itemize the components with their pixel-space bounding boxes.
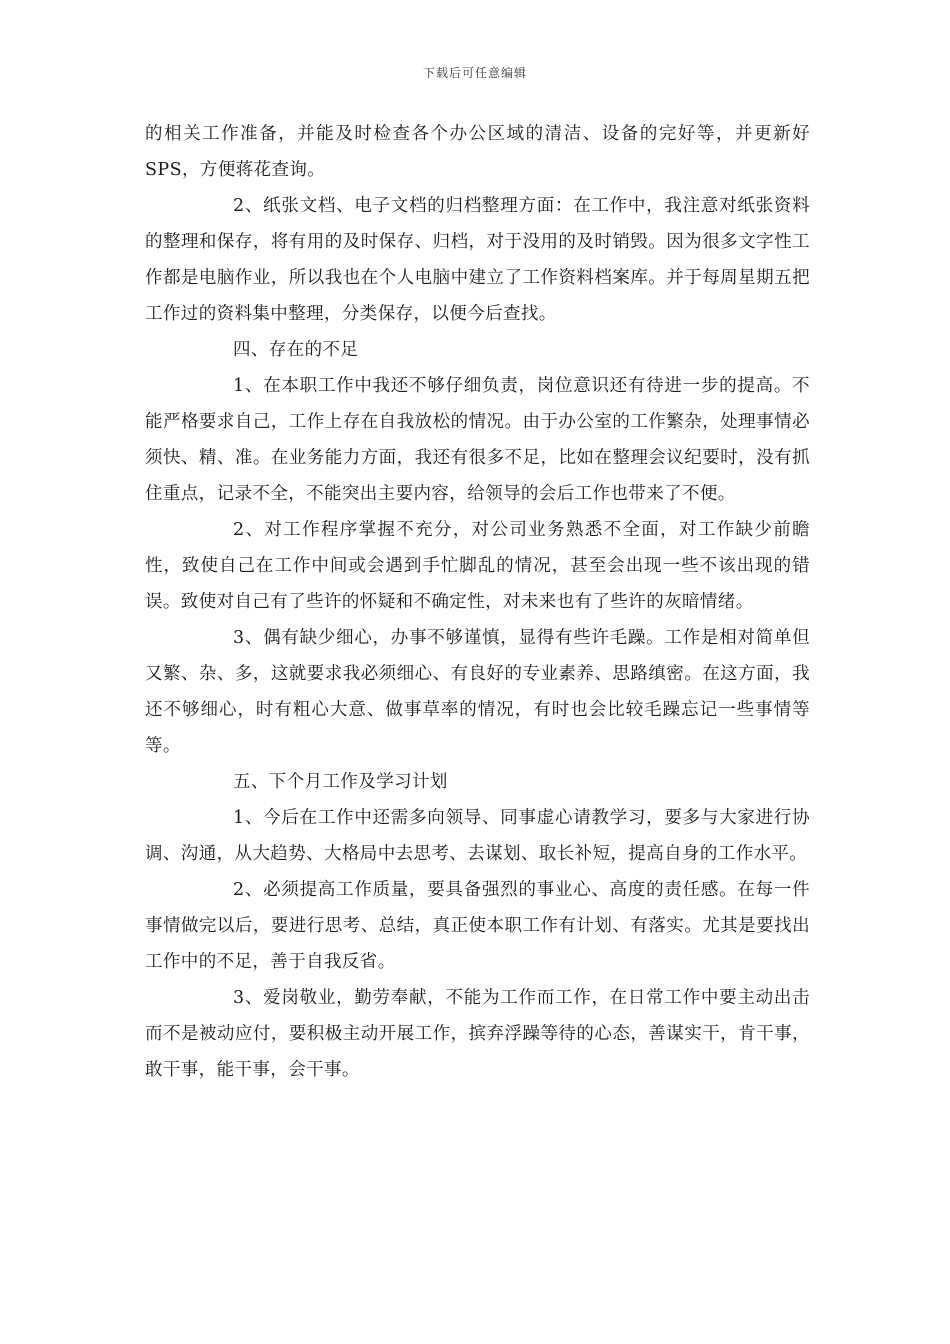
section-heading-shortcomings: 四、存在的不足 [233, 340, 359, 360]
paragraph-plan-1: 1、今后在工作中还需多向领导、同事虚心请教学习，要多与大家进行协调、沟通，从大趋势、大格局中去思考、去谋划、取长补短，提高自身的工作水平。 [145, 808, 810, 864]
paragraph-shortcoming-2: 2、对工作程序掌握不充分，对公司业务熟悉不全面，对工作缺少前瞻性，致使自己在工作中间或会遇到手忙脚乱的情况，甚至会出现一些不该出现的错误。致使对自己有了些许的怀疑和不确定性，对未来也有了些许的灰暗情绪。 [145, 520, 810, 612]
paragraph-plan-3: 3、爱岗敬业，勤劳奉献，不能为工作而工作，在日常工作中要主动出击而不是被动应付，要积极主动开展工作，摈弃浮躁等待的心态，善谋实干，肯干事，敢干事，能干事，会干事。 [145, 988, 810, 1080]
document-body [145, 116, 810, 1088]
paragraph-archive: 2、纸张文档、电子文档的归档整理方面：在工作中，我注意对纸张资料的整理和保存，将有用的及时保存、归档，对于没用的及时销毁。因为很多文字性工作都是电脑作业，所以我也在个人电脑中建立了工作资料档案库。并于每周星期五把工作过的资料集中整理，分类保存，以便今后查找。 [145, 196, 810, 324]
paragraph-plan-2: 2、必须提高工作质量，要具备强烈的事业心、高度的责任感。在每一件事情做完以后，要进行思考、总结，真正使本职工作有计划、有落实。尤其是要找出工作中的不足，善于自我反省。 [145, 880, 810, 972]
paragraph-continuation: 的相关工作准备，并能及时检查各个办公区域的清洁、设备的完好等，并更新好SPS，方便蒋花查询。 [145, 124, 810, 180]
paragraph-shortcoming-1: 1、在本职工作中我还不够仔细负责，岗位意识还有待进一步的提高。不能严格要求自己，工作上存在自我放松的情况。由于办公室的工作繁杂，处理事情必须快、精、准。在业务能力方面，我还有很多不足，比如在整理会议纪要时，没有抓住重点，记录不全，不能突出主要内容，给领导的会后工作也带来了不便。 [145, 376, 810, 504]
section-heading-next-month-plan: 五、下个月工作及学习计划 [233, 772, 448, 792]
paragraph-shortcoming-3: 3、偶有缺少细心，办事不够谨慎，显得有些许毛躁。工作是相对简单但又繁、杂、多，这就要求我必须细心、有良好的专业素养、思路缜密。在这方面，我还不够细心，时有粗心大意、做事草率的情况，有时也会比较毛躁忘记一些事情等等。 [145, 628, 810, 756]
page-header: 下载后可任意编辑 [422, 66, 527, 80]
